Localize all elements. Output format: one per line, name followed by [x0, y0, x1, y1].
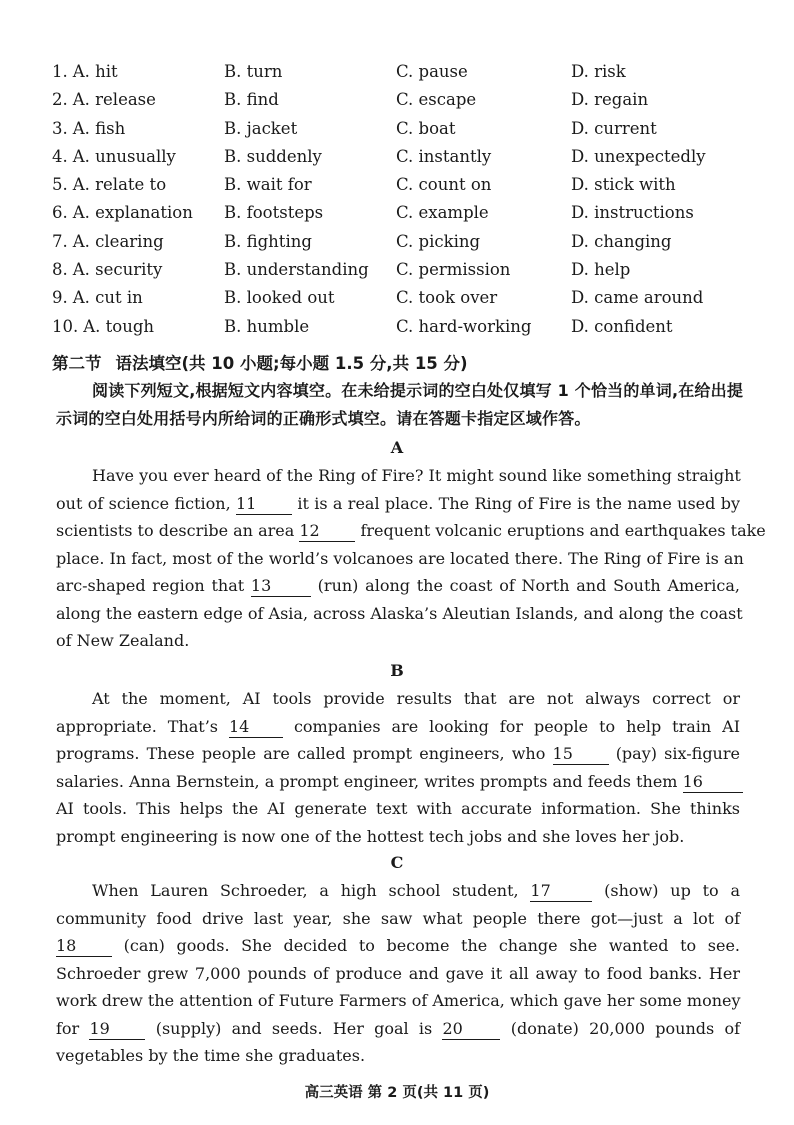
option-row: [52, 284, 752, 312]
option-row: [52, 256, 752, 284]
option-a-text: A. explanation: [72, 203, 193, 223]
passage-line: appropriate. That’s 14 companies are looking for people to help train AI: [56, 716, 741, 736]
option-c: C. took over: [396, 288, 498, 308]
passage-line: community food drive last year, she saw what people there got—just a lot of: [56, 908, 740, 928]
passage-line: arc-shaped region that 13 (run) along the coast of North and South America,: [56, 576, 740, 595]
option-a: [52, 313, 154, 341]
passage-line: out of science fiction, 11 it is a real place. The Ring of Fire is the name used by: [56, 493, 740, 513]
option-b: B. understanding: [224, 260, 369, 280]
option-b: B. wait for: [224, 175, 312, 195]
passage-line: prompt engineering is now one of the hottest tech jobs and she loves her job.: [56, 826, 685, 846]
passage-line: 18 (can) goods. She decided to become the change she wanted to see.: [56, 936, 741, 955]
option-b: B. suddenly: [224, 146, 322, 166]
blank-17[interactable]: 17: [530, 881, 592, 902]
option-a-text: A. hit: [72, 62, 118, 81]
passage-line: Have you ever heard of the Ring of Fire? It might sound like something straight: [92, 466, 741, 485]
passage-line: At the moment, AI tools provide results that are not always correct or: [92, 689, 740, 708]
option-b: B. fighting: [224, 231, 312, 251]
option-c: C. boat: [396, 118, 456, 138]
passage-line: salaries. Anna Bernstein, a prompt engineer, writes prompts and feeds them 16: [56, 768, 740, 796]
option-a: [52, 86, 156, 114]
options-table: [52, 58, 752, 341]
option-a: [52, 143, 176, 171]
passage-line: scientists to describe an area 12 frequent volcanic eruptions and earthquakes take: [56, 521, 766, 540]
option-a-text: A. cut in: [72, 288, 143, 308]
option-c: C. count on: [396, 175, 492, 195]
blank-13[interactable]: 13: [251, 576, 311, 597]
passage-b: [56, 685, 740, 850]
blank-18[interactable]: 18: [56, 936, 112, 957]
option-row: [52, 58, 752, 86]
option-a: [52, 256, 162, 284]
question-number: 7.: [52, 231, 68, 251]
question-number: 9.: [52, 288, 68, 308]
option-a: [52, 171, 166, 199]
instructions: 阅读下列短文,根据短文内容填空。在未给提示词的空白处仅填写 1 个恰当的单词,在给出提示词的空白处用括号内所给词的正确形式填空。请在答题卡指定区域作答。: [56, 381, 744, 428]
option-c: C. instantly: [396, 146, 492, 166]
passage-c: [56, 877, 740, 1070]
option-b: B. find: [224, 90, 279, 110]
passage-line: When Lauren Schroeder, a high school student, 17 (show) up to a: [92, 881, 740, 900]
passage-c-label: C: [390, 853, 404, 872]
option-a-text: A. tough: [83, 316, 155, 336]
question-number: 3.: [52, 118, 68, 138]
option-a: [52, 115, 125, 143]
option-c: C. example: [396, 203, 489, 223]
option-b: B. looked out: [224, 288, 335, 308]
page-footer: 高三英语 第 2 页(共 11 页): [304, 1085, 490, 1101]
question-number: 4.: [52, 146, 68, 166]
question-number: 1.: [52, 62, 68, 81]
passage-a-label: A: [390, 438, 404, 457]
option-c: C. picking: [396, 231, 481, 251]
option-b: B. humble: [224, 316, 310, 336]
option-c: C. pause: [396, 62, 468, 81]
passage-line: Schroeder grew 7,000 pounds of produce and gave it all away to food banks. Her: [56, 963, 740, 983]
option-d: D. changing: [571, 231, 672, 251]
option-a-text: A. unusually: [72, 146, 176, 166]
option-b: B. jacket: [224, 118, 298, 138]
blank-11[interactable]: 11: [236, 494, 292, 515]
option-d: D. help: [571, 260, 631, 280]
option-row: [52, 313, 752, 341]
option-b: B. turn: [224, 62, 283, 81]
option-d: D. came around: [571, 288, 704, 308]
option-a: [52, 58, 118, 86]
blank-15[interactable]: 15: [553, 744, 609, 765]
option-c: C. escape: [396, 90, 477, 110]
blank-14[interactable]: 14: [229, 717, 283, 738]
option-row: [52, 86, 752, 114]
option-d: D. risk: [571, 62, 626, 81]
section-heading: [52, 350, 468, 374]
option-a-text: A. clearing: [72, 231, 164, 251]
option-a: [52, 228, 164, 256]
option-a-text: A. fish: [72, 118, 126, 138]
blank-12[interactable]: 12: [299, 521, 355, 542]
option-row: [52, 171, 752, 199]
option-d: D. confident: [571, 316, 673, 336]
blank-16[interactable]: 16: [683, 772, 743, 793]
option-a-text: A. security: [72, 260, 163, 280]
option-b: B. footsteps: [224, 203, 324, 223]
passage-line: along the eastern edge of Asia, across Alaska’s Aleutian Islands, and along the coast: [56, 603, 743, 623]
option-a: [52, 284, 143, 312]
question-number: 10.: [52, 316, 79, 336]
passage-line: for 19 (supply) and seeds. Her goal is 20 (donate) 20,000 pounds of: [56, 1018, 741, 1038]
question-number: 8.: [52, 260, 68, 280]
passage-b-label: B: [390, 661, 404, 680]
option-row: [52, 199, 752, 227]
question-number: 5.: [52, 175, 68, 195]
option-d: D. regain: [571, 90, 649, 110]
passage-line: work drew the attention of Future Farmers of America, which gave her some money: [56, 991, 741, 1010]
blank-20[interactable]: 20: [442, 1019, 500, 1040]
option-a: [52, 199, 193, 227]
passage-line: programs. These people are called prompt engineers, who 15 (pay) six-figure: [56, 744, 740, 763]
grammar-title: 语法填空(共 10 小题;每小题 1.5 分,共 15 分): [115, 354, 468, 373]
blank-19[interactable]: 19: [89, 1019, 145, 1040]
option-a-text: A. release: [72, 90, 156, 110]
option-c: C. hard-working: [396, 316, 532, 336]
passage-line: vegetables by the time she graduates.: [56, 1046, 366, 1065]
option-row: [52, 228, 752, 256]
option-d: D. current: [571, 118, 657, 138]
passage-a: [56, 462, 766, 655]
option-row: [52, 115, 752, 143]
question-number: 2.: [52, 90, 68, 110]
option-d: D. unexpectedly: [571, 146, 706, 166]
passage-line: of New Zealand.: [56, 631, 190, 650]
option-d: D. stick with: [571, 175, 676, 195]
option-d: D. instructions: [571, 203, 694, 223]
passage-line: AI tools. This helps the AI generate text with accurate information. She thinks: [56, 799, 740, 818]
option-a-text: A. relate to: [72, 175, 167, 195]
option-c: C. permission: [396, 260, 511, 280]
question-number: 6.: [52, 203, 68, 223]
section-title: 第二节: [52, 354, 102, 373]
passage-line: place. In fact, most of the world’s volcanoes are located there. The Ring of Fire is an: [56, 548, 744, 568]
option-row: [52, 143, 752, 171]
